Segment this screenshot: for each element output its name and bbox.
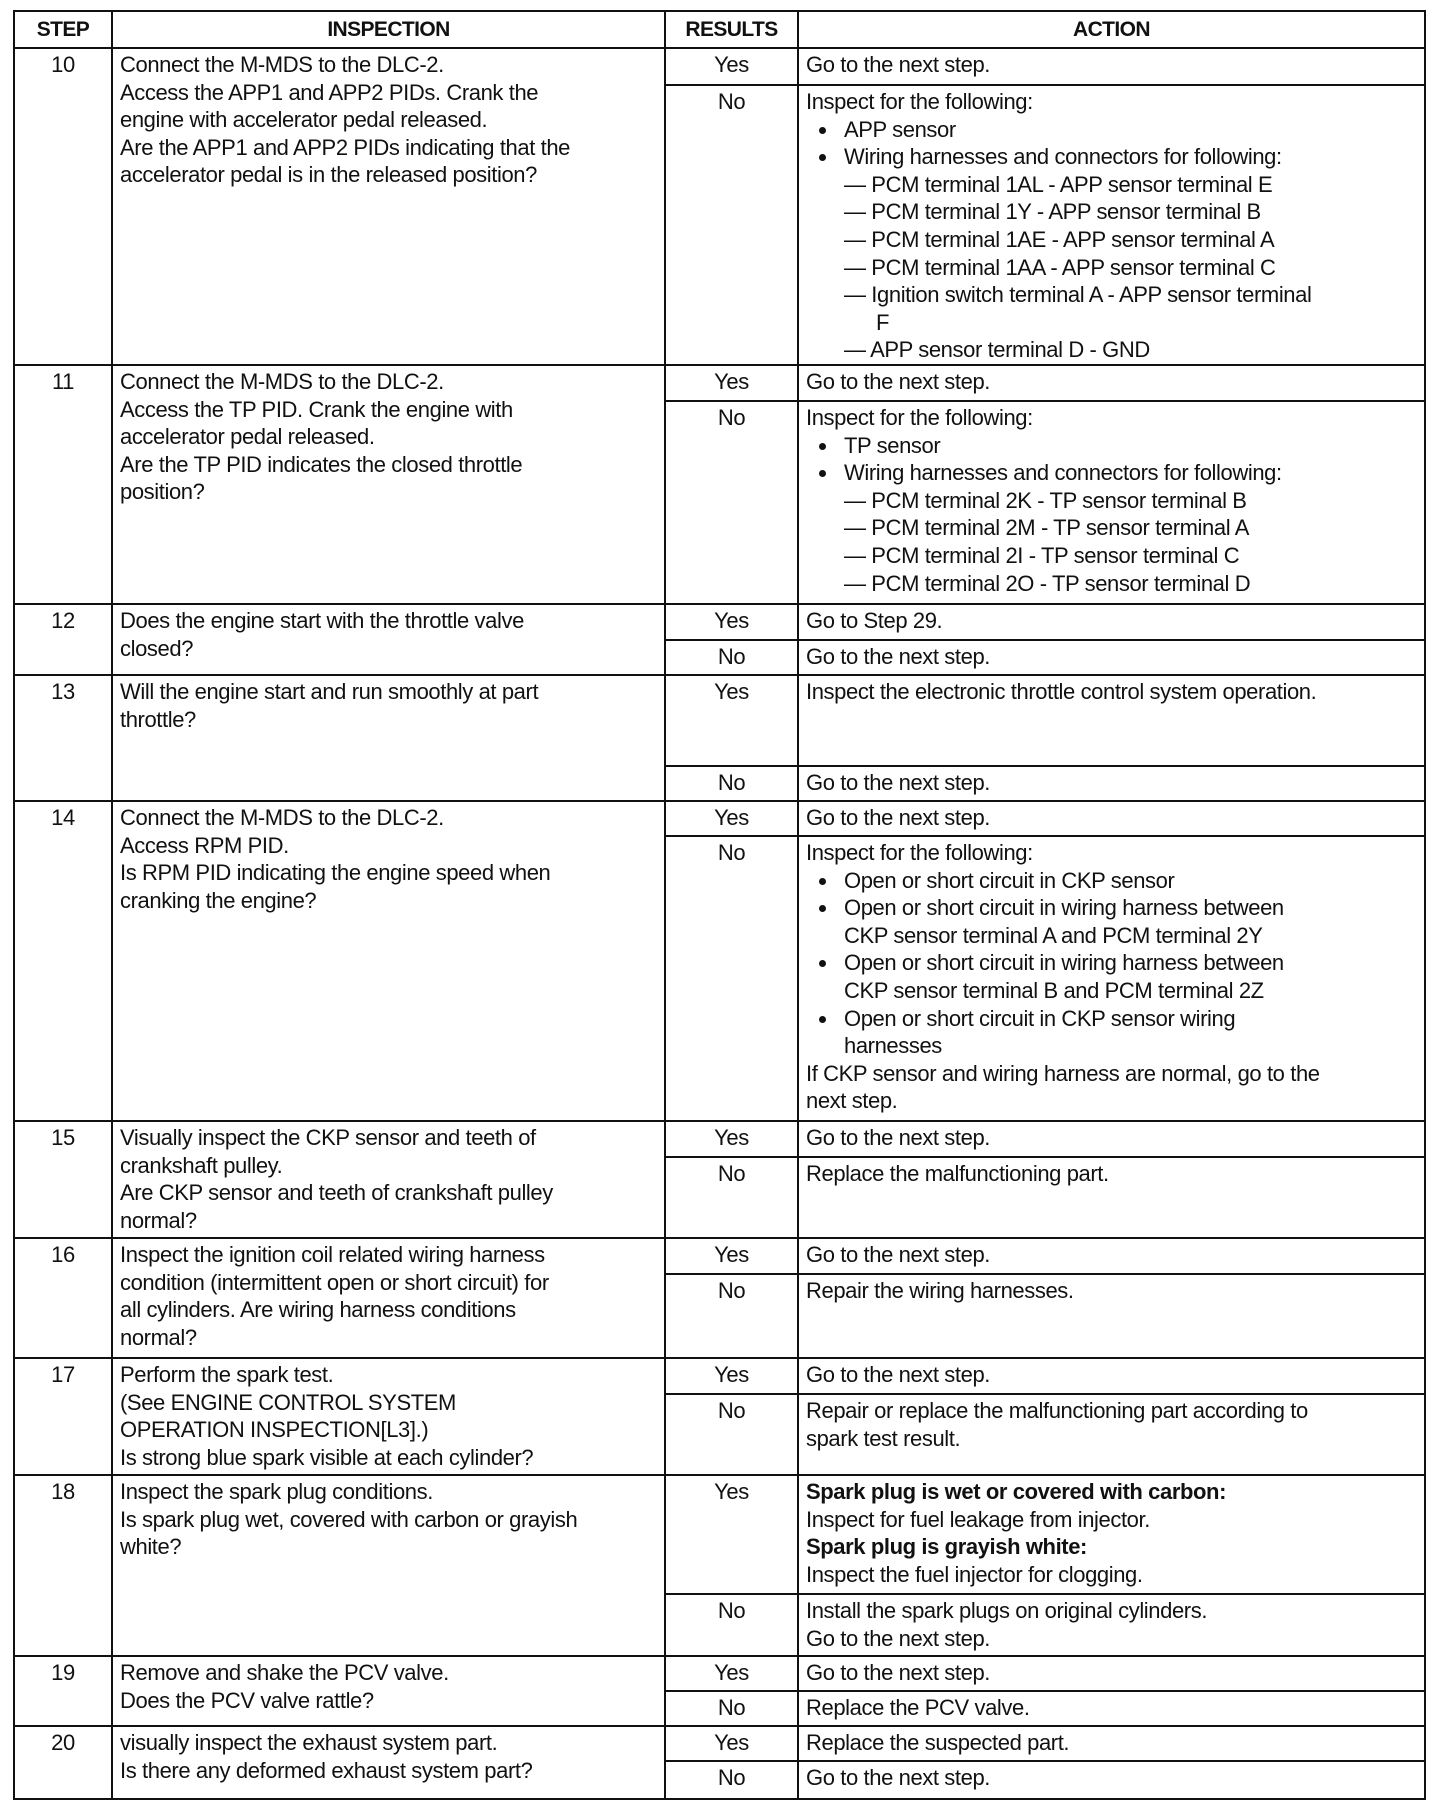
step-number: 10 xyxy=(14,48,112,365)
action-line: — Ignition switch terminal A - APP sensor terminal xyxy=(844,282,1312,308)
result-yes: Yes xyxy=(665,1358,798,1394)
action-cell-yes xyxy=(798,1726,1425,1761)
inspection-line: Is RPM PID indicating the engine speed when xyxy=(120,860,551,886)
action-cell-no xyxy=(798,401,1425,604)
table-row-10-yes xyxy=(14,48,1425,85)
action-cell-yes xyxy=(798,604,1425,640)
action-line: Go to Step 29. xyxy=(806,607,943,633)
header-action: ACTION xyxy=(798,11,1425,48)
action-bullet-item: APP sensor xyxy=(806,116,1418,144)
action-line: Install the spark plugs on original cylinders. xyxy=(806,1597,1208,1623)
action-line: — PCM terminal 2K - TP sensor terminal B xyxy=(844,487,1247,513)
inspection-cell xyxy=(112,604,665,675)
inspection-cell xyxy=(112,48,665,365)
table-row-18-yes xyxy=(14,1475,1425,1594)
action-line: Go to the next step. xyxy=(806,1764,991,1790)
action-cell-yes xyxy=(798,1475,1425,1594)
result-no: No xyxy=(665,640,798,675)
action-heading: Spark plug is wet or covered with carbon: xyxy=(806,1478,1227,1504)
inspection-line: OPERATION INSPECTION[L3].) xyxy=(120,1417,429,1443)
inspection-line: Connect the M-MDS to the DLC-2. xyxy=(120,804,444,830)
action-bullet-item: Open or short circuit in wiring harness between xyxy=(806,894,1418,922)
action-bullet-item: Open or short circuit in CKP sensor wiring xyxy=(806,1005,1418,1033)
inspection-line: Remove and shake the PCV valve. xyxy=(120,1659,449,1685)
action-line: Inspect for the following: xyxy=(806,89,1033,114)
inspection-line: accelerator pedal is in the released position? xyxy=(120,162,537,188)
inspection-line: Is spark plug wet, covered with carbon or grayish xyxy=(120,1506,578,1532)
result-yes: Yes xyxy=(665,1656,798,1691)
action-cell-no xyxy=(798,1157,1425,1238)
action-cell-no xyxy=(798,1761,1425,1799)
action-line: CKP sensor terminal B and PCM terminal 2Z xyxy=(844,977,1264,1003)
action-cell-yes xyxy=(798,48,1425,85)
inspection-line: Are the TP PID indicates the closed throttle xyxy=(120,451,523,477)
inspection-line: normal? xyxy=(120,1324,197,1350)
table-row-13-yes xyxy=(14,675,1425,766)
result-yes: Yes xyxy=(665,604,798,640)
action-bullet-item: Wiring harnesses and connectors for following: xyxy=(806,459,1418,487)
inspection-line: crankshaft pulley. xyxy=(120,1152,283,1178)
result-no: No xyxy=(665,1691,798,1726)
action-line: — PCM terminal 2M - TP sensor terminal A xyxy=(844,515,1249,541)
inspection-line: Are CKP sensor and teeth of crankshaft pulley xyxy=(120,1180,553,1206)
action-cell-yes xyxy=(798,675,1425,766)
action-bullet-item: TP sensor xyxy=(806,432,1418,460)
action-line: — PCM terminal 1Y - APP sensor terminal B xyxy=(844,199,1261,225)
inspection-line: throttle? xyxy=(120,706,196,732)
action-heading: Spark plug is grayish white: xyxy=(806,1534,1087,1560)
inspection-line: (See ENGINE CONTROL SYSTEM xyxy=(120,1389,456,1415)
action-line: CKP sensor terminal A and PCM terminal 2Y xyxy=(844,922,1263,948)
action-line: Go to the next step. xyxy=(806,52,991,77)
table-row-11-yes xyxy=(14,365,1425,401)
action-bullet-item: Open or short circuit in CKP sensor xyxy=(806,867,1418,895)
action-cell-no xyxy=(798,1394,1425,1475)
result-yes: Yes xyxy=(665,675,798,766)
result-no: No xyxy=(665,1761,798,1799)
result-yes: Yes xyxy=(665,365,798,401)
inspection-line: white? xyxy=(120,1534,182,1560)
table-row-15-yes xyxy=(14,1121,1425,1157)
inspection-line: normal? xyxy=(120,1207,197,1233)
action-cell-yes xyxy=(798,1358,1425,1394)
action-line: Go to the next step. xyxy=(806,368,991,394)
action-cell-no xyxy=(798,85,1425,365)
inspection-line: condition (intermittent open or short circuit) for xyxy=(120,1269,549,1295)
action-line: F xyxy=(876,309,890,335)
result-yes: Yes xyxy=(665,1238,798,1274)
step-number: 17 xyxy=(14,1358,112,1475)
header-inspection: INSPECTION xyxy=(112,11,665,48)
inspection-line: Connect the M-MDS to the DLC-2. xyxy=(120,52,444,77)
action-cell-no xyxy=(798,1274,1425,1358)
step-number: 13 xyxy=(14,675,112,801)
table-row-20-yes xyxy=(14,1726,1425,1761)
inspection-line: visually inspect the exhaust system part. xyxy=(120,1729,498,1755)
action-line: Repair or replace the malfunctioning part according to xyxy=(806,1397,1308,1423)
inspection-cell xyxy=(112,1238,665,1358)
inspection-cell xyxy=(112,675,665,801)
table-row-17-yes xyxy=(14,1358,1425,1394)
action-cell-no xyxy=(798,766,1425,801)
diagnostic-table xyxy=(13,10,1426,1800)
inspection-line: Connect the M-MDS to the DLC-2. xyxy=(120,368,444,394)
action-line: Repair the wiring harnesses. xyxy=(806,1277,1074,1303)
step-number: 18 xyxy=(14,1475,112,1656)
action-cell-no xyxy=(798,1691,1425,1726)
action-line: Go to the next step. xyxy=(806,643,991,669)
result-no: No xyxy=(665,85,798,365)
inspection-line: Access RPM PID. xyxy=(120,832,289,858)
inspection-line: cranking the engine? xyxy=(120,887,317,913)
action-line: Inspect for fuel leakage from injector. xyxy=(806,1506,1150,1532)
result-yes: Yes xyxy=(665,1726,798,1761)
action-line: — PCM terminal 1AE - APP sensor terminal A xyxy=(844,226,1275,252)
action-line: Go to the next step. xyxy=(806,1625,991,1651)
result-yes: Yes xyxy=(665,1121,798,1157)
step-number: 15 xyxy=(14,1121,112,1238)
action-line: If CKP sensor and wiring harness are normal, go to the xyxy=(806,1060,1320,1086)
action-line: Go to the next step. xyxy=(806,1124,991,1150)
inspection-line: Will the engine start and run smoothly at part xyxy=(120,678,539,704)
action-line: Go to the next step. xyxy=(806,804,991,830)
result-yes: Yes xyxy=(665,801,798,836)
action-line: Go to the next step. xyxy=(806,1241,991,1267)
action-line: spark test result. xyxy=(806,1425,961,1451)
inspection-cell xyxy=(112,1475,665,1656)
step-number: 20 xyxy=(14,1726,112,1799)
inspection-line: closed? xyxy=(120,635,194,661)
header-row xyxy=(14,11,1425,48)
action-cell-yes xyxy=(798,1656,1425,1691)
action-line: — PCM terminal 2I - TP sensor terminal C xyxy=(844,542,1240,568)
inspection-line: Perform the spark test. xyxy=(120,1361,334,1387)
inspection-line: engine with accelerator pedal released. xyxy=(120,107,488,133)
inspection-line: Does the PCV valve rattle? xyxy=(120,1687,374,1713)
action-line: Inspect for the following: xyxy=(806,404,1033,430)
action-line: harnesses xyxy=(844,1033,942,1059)
inspection-cell xyxy=(112,1726,665,1799)
action-line: Inspect the fuel injector for clogging. xyxy=(806,1561,1143,1587)
action-cell-yes xyxy=(798,365,1425,401)
result-no: No xyxy=(665,1157,798,1238)
action-line: — PCM terminal 2O - TP sensor terminal D xyxy=(844,570,1251,596)
action-line: Replace the malfunctioning part. xyxy=(806,1160,1109,1186)
result-yes: Yes xyxy=(665,48,798,85)
header-step: STEP xyxy=(14,11,112,48)
result-no: No xyxy=(665,401,798,604)
action-cell-yes xyxy=(798,801,1425,836)
action-cell-yes xyxy=(798,1238,1425,1274)
action-line: Inspect the electronic throttle control system operation. xyxy=(806,678,1317,704)
inspection-cell xyxy=(112,1656,665,1726)
inspection-cell xyxy=(112,801,665,1121)
inspection-line: all cylinders. Are wiring harness conditions xyxy=(120,1297,516,1323)
action-line: — PCM terminal 1AA - APP sensor terminal C xyxy=(844,254,1276,280)
inspection-line: Access the TP PID. Crank the engine with xyxy=(120,396,513,422)
action-line: Replace the suspected part. xyxy=(806,1729,1070,1755)
action-line: — PCM terminal 1AL - APP sensor terminal E xyxy=(844,171,1273,197)
inspection-cell xyxy=(112,1121,665,1238)
result-no: No xyxy=(665,1274,798,1358)
action-cell-no xyxy=(798,1594,1425,1656)
action-cell-no xyxy=(798,836,1425,1121)
table-row-12-yes xyxy=(14,604,1425,640)
inspection-line: Inspect the ignition coil related wiring harness xyxy=(120,1241,545,1267)
result-no: No xyxy=(665,1594,798,1656)
action-line: next step. xyxy=(806,1088,898,1114)
result-yes: Yes xyxy=(665,1475,798,1594)
inspection-cell xyxy=(112,1358,665,1475)
step-number: 14 xyxy=(14,801,112,1121)
inspection-line: Visually inspect the CKP sensor and teeth of xyxy=(120,1124,536,1150)
inspection-line: Inspect the spark plug conditions. xyxy=(120,1478,433,1504)
result-no: No xyxy=(665,836,798,1121)
inspection-cell xyxy=(112,365,665,604)
inspection-line: Is strong blue spark visible at each cylinder? xyxy=(120,1444,534,1470)
inspection-line: Is there any deformed exhaust system part? xyxy=(120,1757,533,1783)
step-number: 12 xyxy=(14,604,112,675)
action-cell-yes xyxy=(798,1121,1425,1157)
table-row-19-yes xyxy=(14,1656,1425,1691)
table-row-14-yes xyxy=(14,801,1425,836)
header-results: RESULTS xyxy=(665,11,798,48)
inspection-line: Are the APP1 and APP2 PIDs indicating that the xyxy=(120,134,571,160)
action-line: Go to the next step. xyxy=(806,1361,991,1387)
step-number: 19 xyxy=(14,1656,112,1726)
action-bullet-item: Wiring harnesses and connectors for following: xyxy=(806,143,1418,171)
step-number: 16 xyxy=(14,1238,112,1358)
action-line: Go to the next step. xyxy=(806,769,991,795)
step-number: 11 xyxy=(14,365,112,604)
table-row-16-yes xyxy=(14,1238,1425,1274)
action-cell-no xyxy=(798,640,1425,675)
action-line: Replace the PCV valve. xyxy=(806,1694,1030,1720)
action-line: Go to the next step. xyxy=(806,1659,991,1685)
inspection-line: Access the APP1 and APP2 PIDs. Crank the xyxy=(120,79,539,105)
action-line: — APP sensor terminal D - GND xyxy=(844,337,1150,363)
action-bullet-item: Open or short circuit in wiring harness between xyxy=(806,949,1418,977)
result-no: No xyxy=(665,766,798,801)
inspection-line: accelerator pedal released. xyxy=(120,424,375,450)
result-no: No xyxy=(665,1394,798,1475)
action-line: Inspect for the following: xyxy=(806,839,1033,865)
inspection-line: position? xyxy=(120,479,205,505)
inspection-line: Does the engine start with the throttle valve xyxy=(120,607,524,633)
